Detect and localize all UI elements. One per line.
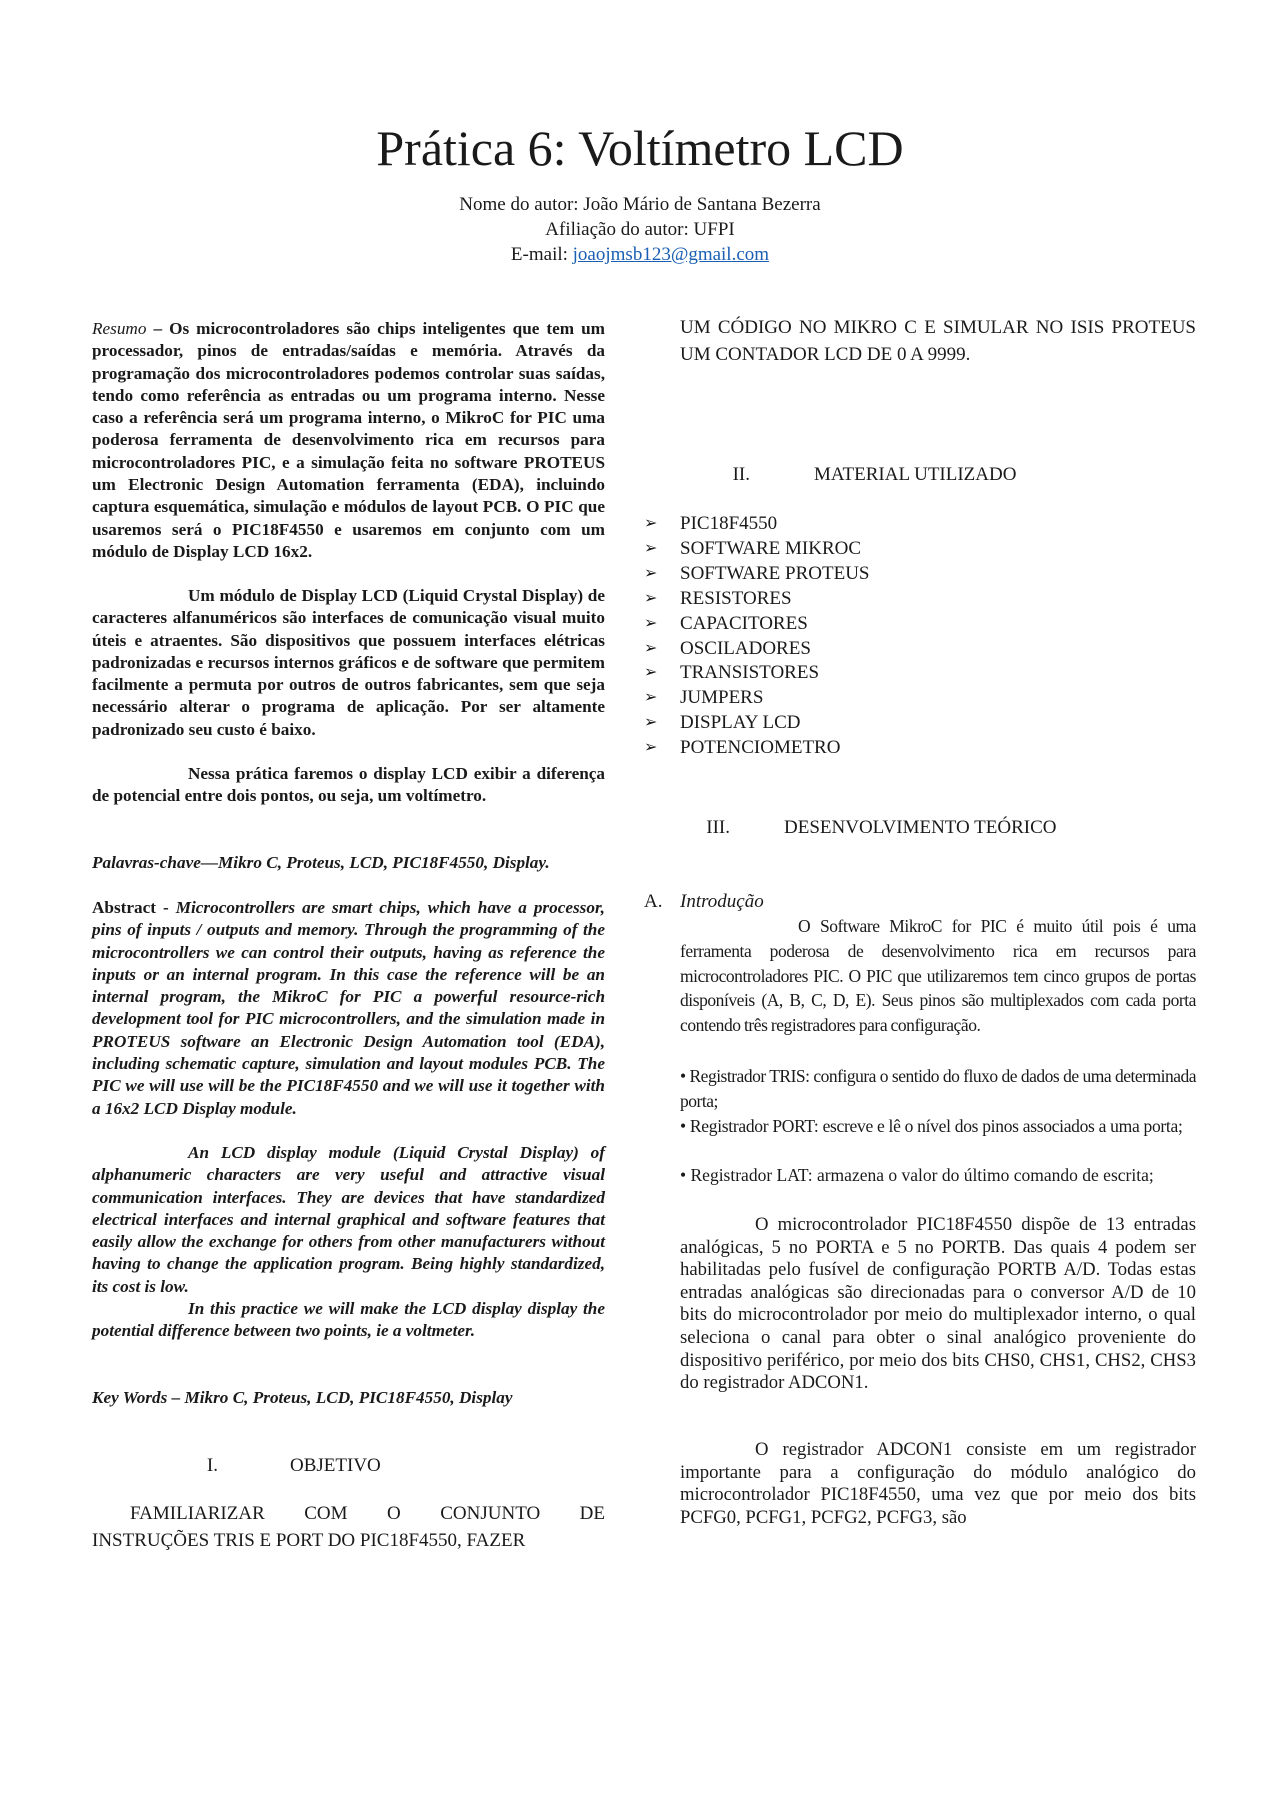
paper-title: Prática 6: Voltímetro LCD: [376, 120, 904, 176]
palavras-chave: Palavras-chave—Mikro C, Proteus, LCD, PIC18F4550, Display.: [92, 853, 550, 872]
adcon1-paragraph: [680, 1439, 1196, 1529]
arrow-bullet-icon: ➢: [644, 515, 658, 532]
register-port: • Registrador PORT: escreve e lê o nível dos pinos associados a uma porta;: [680, 1116, 1183, 1136]
resumo-text-2: Um módulo de Display LCD (Liquid Crystal Display) de caracteres alfanuméricos são interfaces de comunicação visual muito úteis e atraentes. São dispositivos que possuem interfaces elétricas padronizadas e recursos internos gráficos e de software que permitem facilmente a permuta por outros de outros fabricantes, sem que seja necessário alterar o programa de aplicação. Por ser altamente padronizado seu custo é baixo.: [92, 586, 605, 739]
arrow-bullet-icon: ➢: [644, 614, 658, 632]
section-1-heading: [92, 1454, 605, 1478]
section-1-title: OBJETIVO: [290, 1455, 381, 1476]
abstract-text-1: Microcontrollers are smart chips, which have a processor, pins of inputs / outputs and memory. Through the programming of the microcontrollers we can control their outputs, having as reference the inputs or an internal program. In this case the reference will be an internal program, the MikroC for PIC a powerful resource-rich development tool for PIC microcontrollers, and the simulation made in PROTEUS software an Electronic Design Automation tool (EDA), including schematic capture, simulation and layout modules PCB. The PIC we will use will be the PIC18F4550 and we will use it together with a 16x2 LCD Display module.: [92, 898, 605, 1118]
adc-paragraph: [680, 1214, 1196, 1395]
resumo-label: Resumo: [92, 319, 147, 338]
section-1-number: I.: [206, 1455, 218, 1476]
arrow-bullet-icon: ➢: [644, 639, 658, 657]
objetivo-text-1: FAMILIARIZAR COM O CONJUNTO DE: [130, 1503, 605, 1524]
list-item: ➢ SOFTWARE PROTEUS: [644, 562, 1204, 587]
author-email-line: [0, 243, 1280, 267]
arrow-bullet-icon: ➢: [644, 689, 658, 707]
objetivo-continuation: UM CÓDIGO NO MIKRO C E SIMULAR NO ISIS PROTEUS UM CONTADOR LCD DE 0 A 9999.: [680, 317, 1196, 365]
email-label: E-mail:: [510, 244, 573, 265]
list-item: ➢ DISPLAY LCD: [644, 711, 1204, 736]
abstract-text-3: In this practice we will make the LCD display display the potential difference between two points, ie a voltmeter.: [92, 1299, 605, 1341]
abstract-text-2: An LCD display module (Liquid Crystal Display) of alphanumeric characters are very useful and attractive visual communication interfaces. They are devices that have standardized electrical interfaces and internal graphical and software features that easily allow the exchange for others from other manufacturers without having to change the application program. Being highly standardized, its cost is low.: [92, 1143, 605, 1296]
subsection-a-letter: A.: [644, 891, 663, 912]
resumo-paragraph-3: [92, 763, 605, 808]
subsection-a-title: Introdução: [680, 891, 764, 912]
section-2-title: MATERIAL UTILIZADO: [814, 464, 1017, 485]
author-name: Nome do autor: João Mário de Santana Bezerra: [459, 194, 821, 215]
resumo-text-3: Nessa prática faremos o display LCD exibir a diferença de potencial entre dois pontos, ou seja, um voltímetro.: [92, 764, 605, 806]
arrow-bullet-icon: ➢: [644, 564, 658, 582]
objetivo-line-2: INSTRUÇÕES TRIS E PORT DO PIC18F4550, FAZER: [92, 1530, 526, 1551]
section-3-heading: [680, 816, 1196, 840]
list-item: ➢ RESISTORES: [644, 587, 1204, 612]
abstract-paragraph-1: [92, 897, 605, 1120]
intro-text: O Software MikroC for PIC é muito útil pois é uma ferramenta poderosa de desenvolvimento rica em recursos para microcontroladores PIC. O PIC que utilizaremos tem cinco grupos de portas disponíveis (A, B, C, D, E). Seus pinos são multiplexados com cada porta contendo três registradores para configuração.: [680, 916, 1196, 1036]
list-item: ➢ JUMPERS: [644, 686, 1204, 711]
key-words: Key Words – Mikro C, Proteus, LCD, PIC18F4550, Display: [92, 1388, 513, 1407]
resumo-paragraph-2: [92, 585, 605, 741]
abstract-paragraph-3: [92, 1298, 605, 1343]
resumo-paragraph-1: [92, 318, 605, 563]
section-2-number: II.: [732, 464, 750, 485]
adc-text: O microcontrolador PIC18F4550 dispõe de 13 entradas analógicas, 5 no PORTA e 5 no PORTB. Das quais 4 podem ser habilitadas pelo fusível de configuração PORTB A/D. Todas estas entradas analógicas são direcionadas para o conversor A/D de 10 bits do microcontrolador por meio do multiplexador interno, o qual seleciona o canal para obter o sinal analógico proveniente do dispositivo periférico, por meio dos bits CHS0, CHS1, CHS2, CHS3 do registrador ADCON1.: [680, 1214, 1196, 1394]
list-item: ➢ POTENCIOMETRO: [644, 736, 1204, 761]
resumo-dash: –: [146, 319, 170, 338]
abstract-paragraph-2: [92, 1142, 605, 1298]
objetivo-line-1: [92, 1501, 605, 1528]
section-3-title: DESENVOLVIMENTO TEÓRICO: [784, 817, 1057, 838]
list-item: ➢ PIC18F4550: [644, 512, 1204, 537]
register-tris: • Registrador TRIS: configura o sentido do fluxo de dados de uma determinada porta;: [680, 1066, 1196, 1111]
arrow-bullet-icon: ➢: [644, 589, 658, 607]
list-item: ➢ TRANSISTORES: [644, 661, 1204, 686]
abstract-label: Abstract -: [92, 898, 176, 917]
list-item: ➢ OSCILADORES: [644, 637, 1204, 662]
adcon1-text: O registrador ADCON1 consiste em um registrador importante para a configuração do módulo analógico do microcontrolador PIC18F4550, uma vez que por meio dos bits PCFG0, PCFG1, PCFG2, PCFG3, são: [680, 1439, 1196, 1528]
subsection-a-heading: [644, 890, 1204, 914]
arrow-bullet-icon: ➢: [644, 539, 658, 557]
author-affiliation: Afiliação do autor: UFPI: [545, 219, 735, 240]
email-link[interactable]: joaojmsb123@gmail.com: [572, 244, 770, 265]
list-item: ➢ CAPACITORES: [644, 612, 1204, 637]
intro-paragraph: [680, 914, 1196, 1038]
materials-list: [644, 512, 1204, 761]
arrow-bullet-icon: ➢: [644, 714, 658, 732]
resumo-text-1: Os microcontroladores são chips inteligentes que tem um processador, pinos de entradas/saídas e memória. Através da programação dos microcontroladores podemos controlar suas saídas, tendo como referência as entradas ou um programa interno. Nesse caso a referência será um programa interno, o MikroC for PIC uma poderosa ferramenta de desenvolvimento rica em recursos para microcontroladores PIC, e a simulação feita no software PROTEUS um Electronic Design Automation ferramenta (EDA), incluindo captura esquemática, simulação e módulos de layout PCB. O PIC que usaremos será o PIC18F4550 e usaremos em conjunto com um módulo de Display LCD 16x2.: [92, 319, 605, 561]
section-3-number: III.: [706, 817, 730, 838]
section-2-heading: [680, 463, 1196, 487]
list-item: ➢ SOFTWARE MIKROC: [644, 537, 1204, 562]
arrow-bullet-icon: ➢: [644, 739, 658, 757]
register-lat: • Registrador LAT: armazena o valor do último comando de escrita;: [680, 1165, 1154, 1185]
arrow-bullet-icon: ➢: [644, 664, 658, 682]
